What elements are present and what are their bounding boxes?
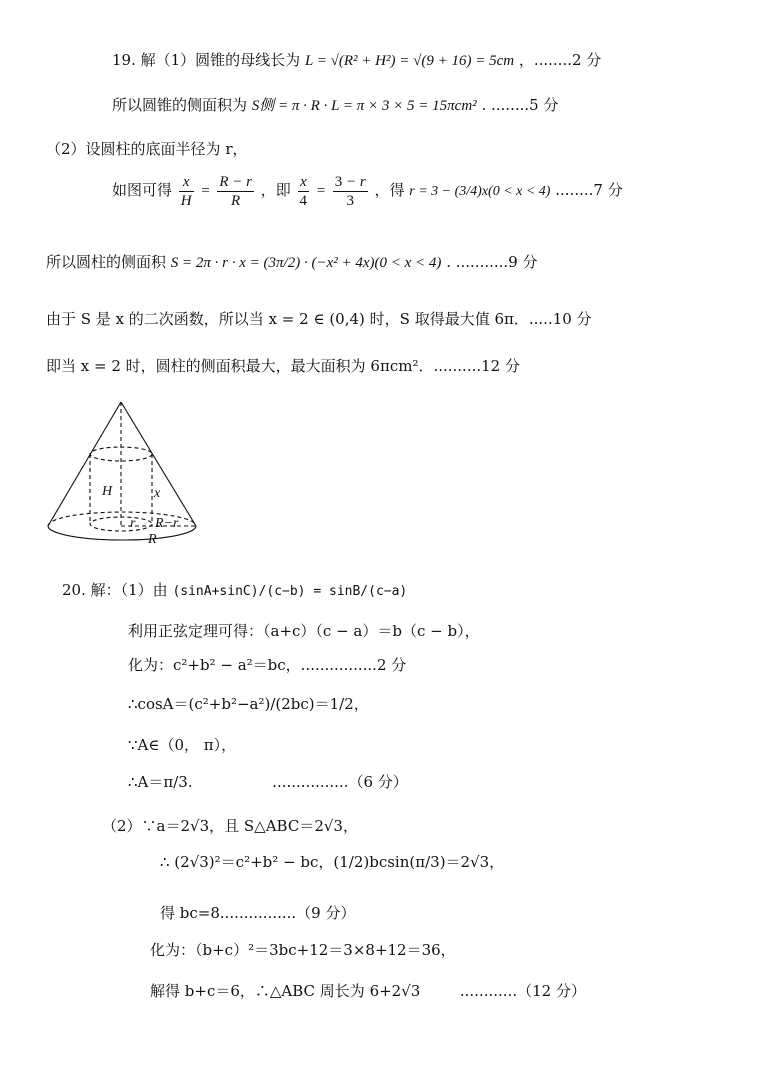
p19-line-5-prefix: 所以圆柱的侧面积 <box>46 253 167 271</box>
p20-line-9: 得 bc=8................（9 分） <box>160 904 356 922</box>
p19-radius-result: r = 3 − (3/4)x(0 < x < 4) <box>409 184 551 199</box>
p19-line-2 <box>112 95 558 116</box>
p20-line-1 <box>62 570 407 612</box>
p19-cylinder-area-formula: S = 2π · r · x = (3π/2) · (−x² + 4x)(0 < x < 4) <box>170 255 442 271</box>
p20-line-8: ∴ (2√3)²＝c²+b² − bc，(1/2)bcsin(π/3)＝2√3， <box>160 853 505 871</box>
p20-line-11 <box>150 981 586 1001</box>
p19-line-1-score: ，........2 分 <box>518 51 602 69</box>
p19-line-5 <box>46 252 538 273</box>
p19-fraction-3mr-over-3: $\frac{3 - r}{3}$ <box>334 173 366 209</box>
p20-line-1-prefix: 20. 解：（1）由 <box>62 581 168 599</box>
p20-line-11-score: ............（12 分） <box>459 982 586 1000</box>
p20-line-2: 利用正弦定理可得：（a+c）（c − a）＝b（c − b）， <box>128 622 480 640</box>
label-h: H <box>102 484 113 499</box>
p20-line-6 <box>128 772 408 792</box>
p20-line-11-text: 解得 b+c＝6，∴△ABC 周长为 6+2√3 <box>150 982 421 1000</box>
p19-line-4-prefix: 如图可得 <box>112 181 173 199</box>
p20-line-6-score: ................（6 分） <box>272 773 408 791</box>
p19-line-4-score: ........7 分 <box>555 181 623 199</box>
p20-line-10: 化为：（b+c）²＝3bc+12＝3×8+12＝36， <box>150 941 456 959</box>
p19-fraction-x-over-h: $\frac{x}{H}$ <box>180 173 192 209</box>
cone-right-edge <box>121 402 196 526</box>
p19-line-7: 即当 x = 2 时，圆柱的侧面积最大，最大面积为 6πcm²．..........12 分 <box>46 357 520 375</box>
cone-left-edge <box>48 402 121 526</box>
p19-line-4-mid: ，即 <box>260 181 291 199</box>
p19-line-2-score: . ........5 分 <box>481 96 559 114</box>
p19-line-5-score: . ...........9 分 <box>446 253 538 271</box>
p20-line-5: ∵A∈（0， π）， <box>128 736 237 754</box>
p19-fraction-rmr-over-r: $\frac{R - r}{R}$ <box>219 173 252 209</box>
p20-given-equation: (sinA+sinC)/(c−b) = sinB/(c−a) <box>172 584 408 599</box>
p19-line-4-get: ，得 <box>374 181 405 199</box>
p19-line-1 <box>112 50 601 71</box>
label-r-minus-r: R−r <box>155 516 179 531</box>
p19-line-1-prefix: 19. 解（1）圆锥的母线长为 <box>112 51 301 69</box>
p20-line-4: ∴cosA＝(c²+b²−a²)/(2bc)＝1/2， <box>128 695 369 713</box>
label-r: r <box>130 516 136 531</box>
p19-line-4: 如图可得 $\frac{x}{H}$ = $\frac{R - r}{R}$ ，即 $\frac{x}{4}$ = $\frac{3 - r}{3}$ ，得 r = 3 − (3/4)x(0 < x < 4) ........7 分 <box>112 173 623 209</box>
p19-line-2-prefix: 所以圆锥的侧面积为 <box>112 96 248 114</box>
p19-line-3: （2）设圆柱的底面半径为 r， <box>46 140 248 158</box>
p19-fraction-x-over-4: $\frac{x}{4}$ <box>299 173 308 209</box>
p20-line-3: 化为：c²+b² − a²＝bc，................2 分 <box>128 656 407 674</box>
label-big-r: R <box>148 532 157 547</box>
label-x: x <box>154 486 161 501</box>
p19-slant-height-formula: L = √(R² + H²) = √(9 + 16) = 5cm <box>304 53 515 69</box>
p19-lateral-area-formula: S侧 = π · R · L = π × 3 × 5 = 15πcm² <box>251 98 477 114</box>
cone-cylinder-figure <box>44 398 204 554</box>
p20-angle-result: ∴A＝π/3. <box>128 773 193 791</box>
p19-line-6: 由于 S 是 x 的二次函数，所以当 x = 2 ∈ (0,4) 时，S 取得最大值 6π．.....10 分 <box>46 310 592 328</box>
p20-line-7: （2）∵a＝2√3，且 S△ABC＝2√3， <box>102 817 358 835</box>
